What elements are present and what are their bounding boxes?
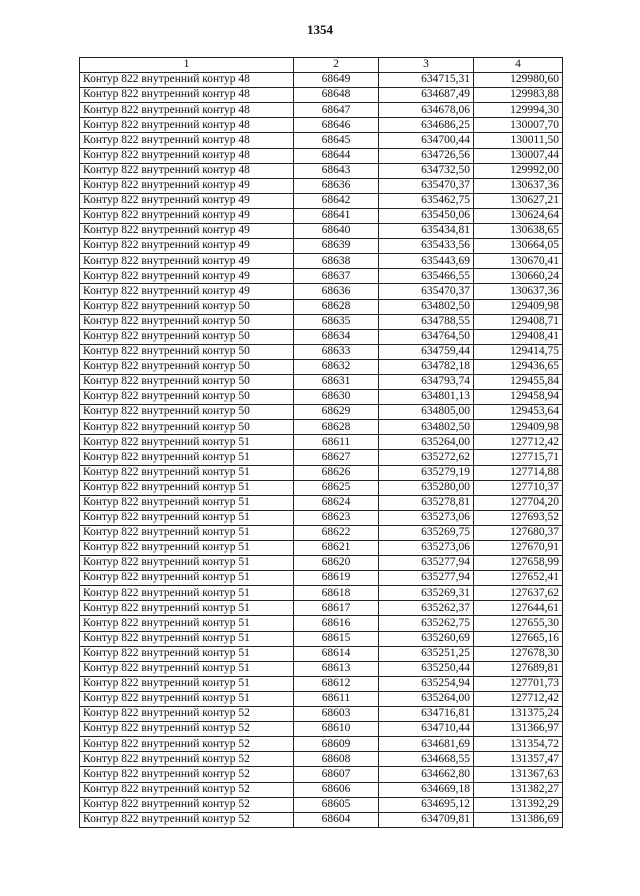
table-row <box>80 359 563 374</box>
table-row <box>80 118 563 133</box>
x-coordinate-cell: 634782,18 <box>379 359 474 374</box>
point-number-cell: 68645 <box>294 133 379 148</box>
y-coordinate-cell: 130664,05 <box>474 239 563 254</box>
point-number-cell: 68635 <box>294 314 379 329</box>
x-coordinate-cell: 635273,06 <box>379 510 474 525</box>
x-coordinate-cell: 634805,00 <box>379 405 474 420</box>
x-coordinate-cell: 634668,55 <box>379 752 474 767</box>
table-row <box>80 208 563 223</box>
y-coordinate-cell: 127637,62 <box>474 586 563 601</box>
y-coordinate-cell: 131366,97 <box>474 722 563 737</box>
x-coordinate-cell: 634700,44 <box>379 133 474 148</box>
point-number-cell: 68628 <box>294 299 379 314</box>
x-coordinate-cell: 635280,00 <box>379 480 474 495</box>
table-row <box>80 707 563 722</box>
x-coordinate-cell: 635277,94 <box>379 571 474 586</box>
contour-name-cell: Контур 822 внутренний контур 50 <box>80 299 294 314</box>
contour-name-cell: Контур 822 внутренний контур 52 <box>80 707 294 722</box>
x-coordinate-cell: 634715,31 <box>379 73 474 88</box>
contour-name-cell: Контур 822 внутренний контур 51 <box>80 510 294 525</box>
x-coordinate-cell: 635279,19 <box>379 465 474 480</box>
contour-name-cell: Контур 822 внутренний контур 52 <box>80 752 294 767</box>
table-row <box>80 254 563 269</box>
contour-name-cell: Контур 822 внутренний контур 50 <box>80 374 294 389</box>
contour-name-cell: Контур 822 внутренний контур 48 <box>80 88 294 103</box>
x-coordinate-cell: 634726,56 <box>379 148 474 163</box>
point-number-cell: 68644 <box>294 148 379 163</box>
point-number-cell: 68625 <box>294 480 379 495</box>
point-number-cell: 68617 <box>294 601 379 616</box>
column-header-2: 2 <box>294 58 379 73</box>
point-number-cell: 68605 <box>294 797 379 812</box>
table-row <box>80 239 563 254</box>
table-row <box>80 571 563 586</box>
point-number-cell: 68631 <box>294 374 379 389</box>
y-coordinate-cell: 131382,27 <box>474 782 563 797</box>
point-number-cell: 68613 <box>294 661 379 676</box>
point-number-cell: 68628 <box>294 420 379 435</box>
y-coordinate-cell: 130670,41 <box>474 254 563 269</box>
y-coordinate-cell: 127715,71 <box>474 450 563 465</box>
y-coordinate-cell: 127704,20 <box>474 495 563 510</box>
y-coordinate-cell: 130007,44 <box>474 148 563 163</box>
y-coordinate-cell: 129409,98 <box>474 420 563 435</box>
y-coordinate-cell: 127712,42 <box>474 435 563 450</box>
coordinates-table <box>79 57 563 828</box>
point-number-cell: 68618 <box>294 586 379 601</box>
point-number-cell: 68648 <box>294 88 379 103</box>
table-row <box>80 435 563 450</box>
y-coordinate-cell: 130638,65 <box>474 224 563 239</box>
contour-name-cell: Контур 822 внутренний контур 48 <box>80 118 294 133</box>
y-coordinate-cell: 127644,61 <box>474 601 563 616</box>
table-row <box>80 797 563 812</box>
y-coordinate-cell: 131354,72 <box>474 737 563 752</box>
contour-name-cell: Контур 822 внутренний контур 49 <box>80 178 294 193</box>
contour-name-cell: Контур 822 внутренний контур 51 <box>80 495 294 510</box>
point-number-cell: 68611 <box>294 435 379 450</box>
point-number-cell: 68630 <box>294 390 379 405</box>
contour-name-cell: Контур 822 внутренний контур 52 <box>80 782 294 797</box>
point-number-cell: 68622 <box>294 525 379 540</box>
table-row <box>80 344 563 359</box>
contour-name-cell: Контур 822 внутренний контур 51 <box>80 525 294 540</box>
point-number-cell: 68614 <box>294 646 379 661</box>
y-coordinate-cell: 129436,65 <box>474 359 563 374</box>
x-coordinate-cell: 635269,75 <box>379 525 474 540</box>
contour-name-cell: Контур 822 внутренний контур 49 <box>80 193 294 208</box>
point-number-cell: 68636 <box>294 284 379 299</box>
x-coordinate-cell: 635262,37 <box>379 601 474 616</box>
table-row <box>80 752 563 767</box>
x-coordinate-cell: 635273,06 <box>379 541 474 556</box>
point-number-cell: 68643 <box>294 163 379 178</box>
x-coordinate-cell: 635277,94 <box>379 556 474 571</box>
contour-name-cell: Контур 822 внутренний контур 50 <box>80 405 294 420</box>
contour-name-cell: Контур 822 внутренний контур 52 <box>80 797 294 812</box>
y-coordinate-cell: 127712,42 <box>474 691 563 706</box>
contour-name-cell: Контур 822 внутренний контур 51 <box>80 435 294 450</box>
table-row <box>80 163 563 178</box>
point-number-cell: 68612 <box>294 676 379 691</box>
point-number-cell: 68607 <box>294 767 379 782</box>
contour-name-cell: Контур 822 внутренний контур 48 <box>80 163 294 178</box>
table-row <box>80 541 563 556</box>
y-coordinate-cell: 131367,63 <box>474 767 563 782</box>
column-header-4: 4 <box>474 58 563 73</box>
point-number-cell: 68623 <box>294 510 379 525</box>
table-row <box>80 631 563 646</box>
x-coordinate-cell: 635260,69 <box>379 631 474 646</box>
point-number-cell: 68620 <box>294 556 379 571</box>
contour-name-cell: Контур 822 внутренний контур 51 <box>80 541 294 556</box>
y-coordinate-cell: 130637,36 <box>474 284 563 299</box>
point-number-cell: 68632 <box>294 359 379 374</box>
table-row <box>80 767 563 782</box>
y-coordinate-cell: 127665,16 <box>474 631 563 646</box>
contour-name-cell: Контур 822 внутренний контур 51 <box>80 616 294 631</box>
table-row <box>80 465 563 480</box>
contour-name-cell: Контур 822 внутренний контур 50 <box>80 344 294 359</box>
contour-name-cell: Контур 822 внутренний контур 49 <box>80 254 294 269</box>
contour-name-cell: Контур 822 внутренний контур 49 <box>80 208 294 223</box>
x-coordinate-cell: 634716,81 <box>379 707 474 722</box>
x-coordinate-cell: 634802,50 <box>379 299 474 314</box>
table-row <box>80 88 563 103</box>
y-coordinate-cell: 131357,47 <box>474 752 563 767</box>
x-coordinate-cell: 634687,49 <box>379 88 474 103</box>
x-coordinate-cell: 635462,75 <box>379 193 474 208</box>
y-coordinate-cell: 127689,81 <box>474 661 563 676</box>
contour-name-cell: Контур 822 внутренний контур 50 <box>80 359 294 374</box>
y-coordinate-cell: 130007,70 <box>474 118 563 133</box>
contour-name-cell: Контур 822 внутренний контур 51 <box>80 465 294 480</box>
table-row <box>80 601 563 616</box>
table-row <box>80 737 563 752</box>
x-coordinate-cell: 634801,13 <box>379 390 474 405</box>
contour-name-cell: Контур 822 внутренний контур 49 <box>80 269 294 284</box>
x-coordinate-cell: 634732,50 <box>379 163 474 178</box>
x-coordinate-cell: 635470,37 <box>379 178 474 193</box>
point-number-cell: 68647 <box>294 103 379 118</box>
table-row <box>80 299 563 314</box>
contour-name-cell: Контур 822 внутренний контур 48 <box>80 133 294 148</box>
contour-name-cell: Контур 822 внутренний контур 49 <box>80 284 294 299</box>
y-coordinate-cell: 129408,41 <box>474 329 563 344</box>
x-coordinate-cell: 634681,69 <box>379 737 474 752</box>
table-row <box>80 73 563 88</box>
point-number-cell: 68616 <box>294 616 379 631</box>
x-coordinate-cell: 635466,55 <box>379 269 474 284</box>
table-row <box>80 224 563 239</box>
point-number-cell: 68636 <box>294 178 379 193</box>
contour-name-cell: Контур 822 внутренний контур 50 <box>80 420 294 435</box>
table-row <box>80 722 563 737</box>
y-coordinate-cell: 127652,41 <box>474 571 563 586</box>
x-coordinate-cell: 635470,37 <box>379 284 474 299</box>
y-coordinate-cell: 130637,36 <box>474 178 563 193</box>
table-row <box>80 390 563 405</box>
y-coordinate-cell: 127710,37 <box>474 480 563 495</box>
x-coordinate-cell: 634662,80 <box>379 767 474 782</box>
x-coordinate-cell: 635443,69 <box>379 254 474 269</box>
y-coordinate-cell: 130660,24 <box>474 269 563 284</box>
point-number-cell: 68649 <box>294 73 379 88</box>
x-coordinate-cell: 635272,62 <box>379 450 474 465</box>
contour-name-cell: Контур 822 внутренний контур 51 <box>80 480 294 495</box>
table-row <box>80 329 563 344</box>
contour-name-cell: Контур 822 внутренний контур 51 <box>80 646 294 661</box>
contour-name-cell: Контур 822 внутренний контур 50 <box>80 314 294 329</box>
table-row <box>80 480 563 495</box>
table-row <box>80 525 563 540</box>
contour-name-cell: Контур 822 внутренний контур 49 <box>80 239 294 254</box>
table-row <box>80 691 563 706</box>
table-row <box>80 782 563 797</box>
y-coordinate-cell: 129408,71 <box>474 314 563 329</box>
x-coordinate-cell: 634764,50 <box>379 329 474 344</box>
x-coordinate-cell: 634759,44 <box>379 344 474 359</box>
x-coordinate-cell: 635251,25 <box>379 646 474 661</box>
point-number-cell: 68619 <box>294 571 379 586</box>
table-row <box>80 556 563 571</box>
contour-name-cell: Контур 822 внутренний контур 51 <box>80 631 294 646</box>
table-row <box>80 193 563 208</box>
y-coordinate-cell: 131375,24 <box>474 707 563 722</box>
x-coordinate-cell: 635254,94 <box>379 676 474 691</box>
contour-name-cell: Контур 822 внутренний контур 52 <box>80 737 294 752</box>
point-number-cell: 68638 <box>294 254 379 269</box>
y-coordinate-cell: 129458,94 <box>474 390 563 405</box>
x-coordinate-cell: 635262,75 <box>379 616 474 631</box>
point-number-cell: 68640 <box>294 224 379 239</box>
contour-name-cell: Контур 822 внутренний контур 50 <box>80 390 294 405</box>
y-coordinate-cell: 129992,00 <box>474 163 563 178</box>
y-coordinate-cell: 131386,69 <box>474 812 563 827</box>
table-row <box>80 646 563 661</box>
contour-name-cell: Контур 822 внутренний контур 51 <box>80 676 294 691</box>
point-number-cell: 68606 <box>294 782 379 797</box>
contour-name-cell: Контур 822 внутренний контур 48 <box>80 148 294 163</box>
y-coordinate-cell: 127655,30 <box>474 616 563 631</box>
point-number-cell: 68603 <box>294 707 379 722</box>
table-row <box>80 812 563 827</box>
x-coordinate-cell: 635269,31 <box>379 586 474 601</box>
x-coordinate-cell: 635433,56 <box>379 239 474 254</box>
table-row <box>80 133 563 148</box>
x-coordinate-cell: 634709,81 <box>379 812 474 827</box>
contour-name-cell: Контур 822 внутренний контур 52 <box>80 722 294 737</box>
table-row <box>80 616 563 631</box>
x-coordinate-cell: 634686,25 <box>379 118 474 133</box>
column-header-1: 1 <box>80 58 294 73</box>
contour-name-cell: Контур 822 внутренний контур 48 <box>80 103 294 118</box>
y-coordinate-cell: 129455,84 <box>474 374 563 389</box>
point-number-cell: 68633 <box>294 344 379 359</box>
y-coordinate-cell: 129994,30 <box>474 103 563 118</box>
point-number-cell: 68641 <box>294 208 379 223</box>
contour-name-cell: Контур 822 внутренний контур 51 <box>80 556 294 571</box>
contour-name-cell: Контур 822 внутренний контур 51 <box>80 586 294 601</box>
table-row <box>80 586 563 601</box>
contour-name-cell: Контур 822 внутренний контур 52 <box>80 812 294 827</box>
column-header-3: 3 <box>379 58 474 73</box>
contour-name-cell: Контур 822 внутренний контур 51 <box>80 691 294 706</box>
contour-name-cell: Контур 822 внутренний контур 51 <box>80 601 294 616</box>
y-coordinate-cell: 127714,88 <box>474 465 563 480</box>
table-row <box>80 103 563 118</box>
point-number-cell: 68646 <box>294 118 379 133</box>
point-number-cell: 68634 <box>294 329 379 344</box>
y-coordinate-cell: 130627,21 <box>474 193 563 208</box>
table-row <box>80 510 563 525</box>
point-number-cell: 68637 <box>294 269 379 284</box>
y-coordinate-cell: 127670,91 <box>474 541 563 556</box>
point-number-cell: 68615 <box>294 631 379 646</box>
table-row <box>80 420 563 435</box>
x-coordinate-cell: 634669,18 <box>379 782 474 797</box>
y-coordinate-cell: 129453,64 <box>474 405 563 420</box>
y-coordinate-cell: 127701,73 <box>474 676 563 691</box>
x-coordinate-cell: 634802,50 <box>379 420 474 435</box>
x-coordinate-cell: 634793,74 <box>379 374 474 389</box>
y-coordinate-cell: 127680,37 <box>474 525 563 540</box>
table-row <box>80 269 563 284</box>
table-row <box>80 661 563 676</box>
x-coordinate-cell: 635434,81 <box>379 224 474 239</box>
header-row <box>80 58 563 73</box>
table-row <box>80 405 563 420</box>
table-row <box>80 374 563 389</box>
table-row <box>80 314 563 329</box>
x-coordinate-cell: 634695,12 <box>379 797 474 812</box>
x-coordinate-cell: 634788,55 <box>379 314 474 329</box>
y-coordinate-cell: 129414,75 <box>474 344 563 359</box>
contour-name-cell: Контур 822 внутренний контур 50 <box>80 329 294 344</box>
y-coordinate-cell: 130624,64 <box>474 208 563 223</box>
table-row <box>80 495 563 510</box>
point-number-cell: 68629 <box>294 405 379 420</box>
point-number-cell: 68626 <box>294 465 379 480</box>
x-coordinate-cell: 635250,44 <box>379 661 474 676</box>
point-number-cell: 68621 <box>294 541 379 556</box>
page-number: 1354 <box>307 22 333 37</box>
contour-name-cell: Контур 822 внутренний контур 49 <box>80 224 294 239</box>
point-number-cell: 68642 <box>294 193 379 208</box>
y-coordinate-cell: 131392,29 <box>474 797 563 812</box>
point-number-cell: 68609 <box>294 737 379 752</box>
x-coordinate-cell: 635278,81 <box>379 495 474 510</box>
point-number-cell: 68610 <box>294 722 379 737</box>
x-coordinate-cell: 635264,00 <box>379 435 474 450</box>
contour-name-cell: Контур 822 внутренний контур 51 <box>80 571 294 586</box>
contour-name-cell: Контур 822 внутренний контур 48 <box>80 73 294 88</box>
y-coordinate-cell: 130011,50 <box>474 133 563 148</box>
point-number-cell: 68611 <box>294 691 379 706</box>
y-coordinate-cell: 127693,52 <box>474 510 563 525</box>
x-coordinate-cell: 635450,06 <box>379 208 474 223</box>
y-coordinate-cell: 127678,30 <box>474 646 563 661</box>
table-row <box>80 148 563 163</box>
table-row <box>80 284 563 299</box>
table-row <box>80 450 563 465</box>
point-number-cell: 68604 <box>294 812 379 827</box>
y-coordinate-cell: 129980,60 <box>474 73 563 88</box>
y-coordinate-cell: 129983,88 <box>474 88 563 103</box>
point-number-cell: 68608 <box>294 752 379 767</box>
x-coordinate-cell: 634678,06 <box>379 103 474 118</box>
table-row <box>80 676 563 691</box>
y-coordinate-cell: 129409,98 <box>474 299 563 314</box>
table-row <box>80 178 563 193</box>
contour-name-cell: Контур 822 внутренний контур 51 <box>80 661 294 676</box>
x-coordinate-cell: 635264,00 <box>379 691 474 706</box>
point-number-cell: 68624 <box>294 495 379 510</box>
contour-name-cell: Контур 822 внутренний контур 52 <box>80 767 294 782</box>
point-number-cell: 68639 <box>294 239 379 254</box>
contour-name-cell: Контур 822 внутренний контур 51 <box>80 450 294 465</box>
point-number-cell: 68627 <box>294 450 379 465</box>
x-coordinate-cell: 634710,44 <box>379 722 474 737</box>
y-coordinate-cell: 127658,99 <box>474 556 563 571</box>
